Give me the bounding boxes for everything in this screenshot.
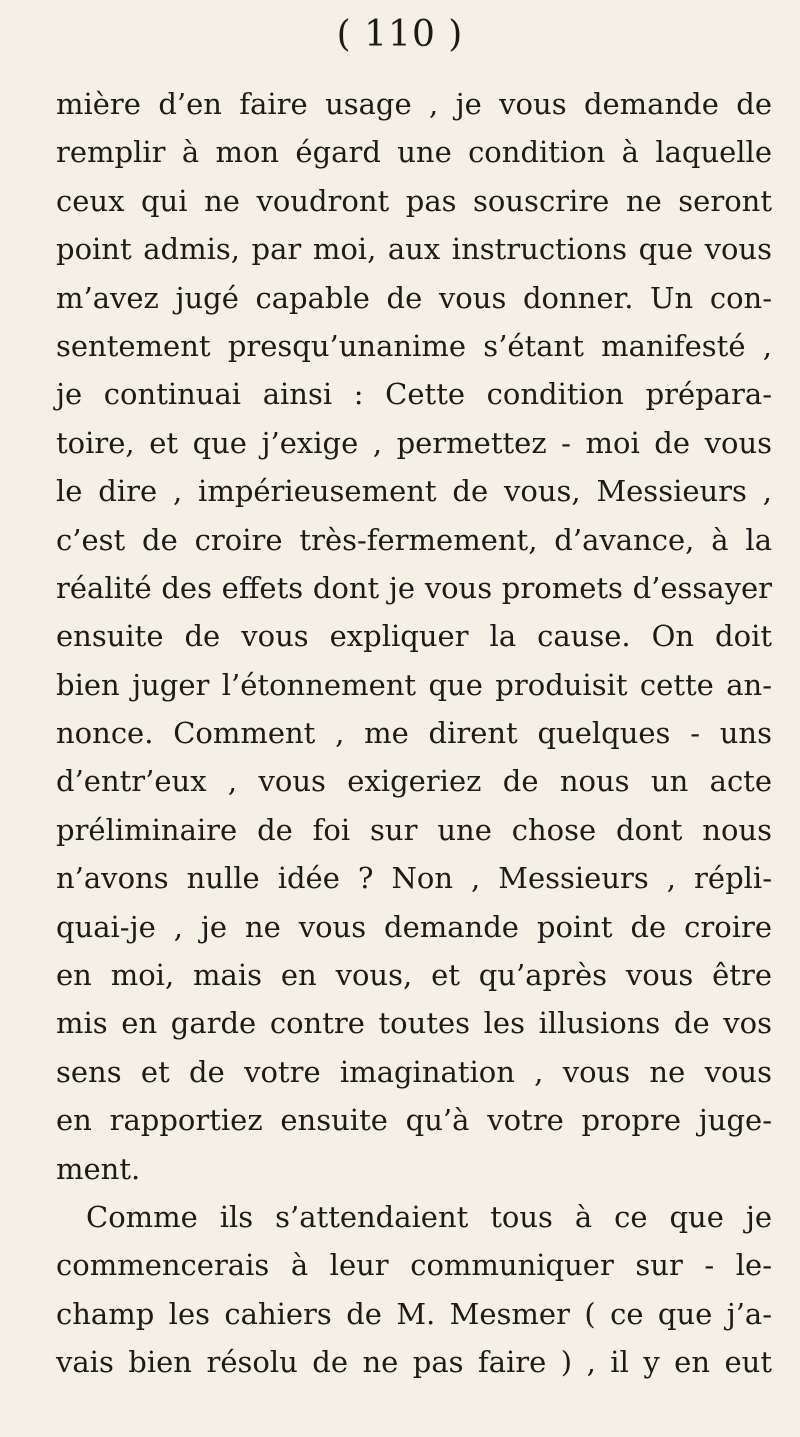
text-line: toire, et que j’exige , permettez - moi de vous — [56, 425, 772, 460]
text-line: vais bien résolu de ne pas faire ) , il y en eut — [56, 1345, 772, 1380]
text-line: quai-je , je ne vous demande point de croire — [56, 909, 772, 944]
text-line: réalité des effets dont je vous promets d’essayer — [56, 570, 772, 605]
page-number: ( 110 ) — [336, 14, 464, 55]
text-line: m’avez jugé capable de vous donner. Un con- — [56, 280, 772, 315]
text-line: n’avons nulle idée ? Non , Messieurs , répli- — [56, 861, 772, 896]
text-line: le dire , impérieusement de vous, Messieurs , — [56, 474, 772, 509]
text-line: ment. — [56, 1151, 141, 1186]
text-line: préliminaire de foi sur une chose dont nous — [56, 812, 772, 847]
text-line: d’entr’eux , vous exigeriez de nous un acte — [56, 764, 772, 799]
text-line: commencerais à leur communiquer sur - le- — [56, 1248, 772, 1283]
text-line: point admis, par moi, aux instructions que vous — [56, 232, 772, 267]
text-line: nonce. Comment , me dirent quelques - uns — [56, 716, 772, 751]
text-line: ensuite de vous expliquer la cause. On doit — [56, 619, 772, 654]
text-line: je continuai ainsi : Cette condition prépara- — [56, 377, 772, 412]
text-line: sentement presqu’unanime s’étant manifesté , — [56, 328, 772, 363]
text-line: remplir à mon égard une condition à laquelle — [56, 135, 772, 170]
text-line: mière d’en faire usage , je vous demande de — [56, 87, 772, 121]
text-line: champ les cahiers de M. Mesmer ( ce que j’a- — [56, 1296, 772, 1331]
text-line: en moi, mais en vous, et qu’après vous être — [56, 958, 772, 993]
text-line: c’est de croire très-fermement, d’avance, à la — [56, 522, 772, 557]
text-line: ceux qui ne voudront pas souscrire ne seront — [56, 183, 772, 218]
text-line: sens et de votre imagination , vous ne vous — [56, 1054, 772, 1089]
text-line: mis en garde contre toutes les illusions de vos — [56, 1006, 772, 1041]
text-line: Comme ils s’attendaient tous à ce que je — [86, 1199, 772, 1234]
text-line: bien juger l’étonnement que produisit cette an- — [56, 667, 772, 702]
text-line: en rapportiez ensuite qu’à votre propre juge- — [56, 1103, 772, 1138]
body-text — [56, 80, 772, 1387]
